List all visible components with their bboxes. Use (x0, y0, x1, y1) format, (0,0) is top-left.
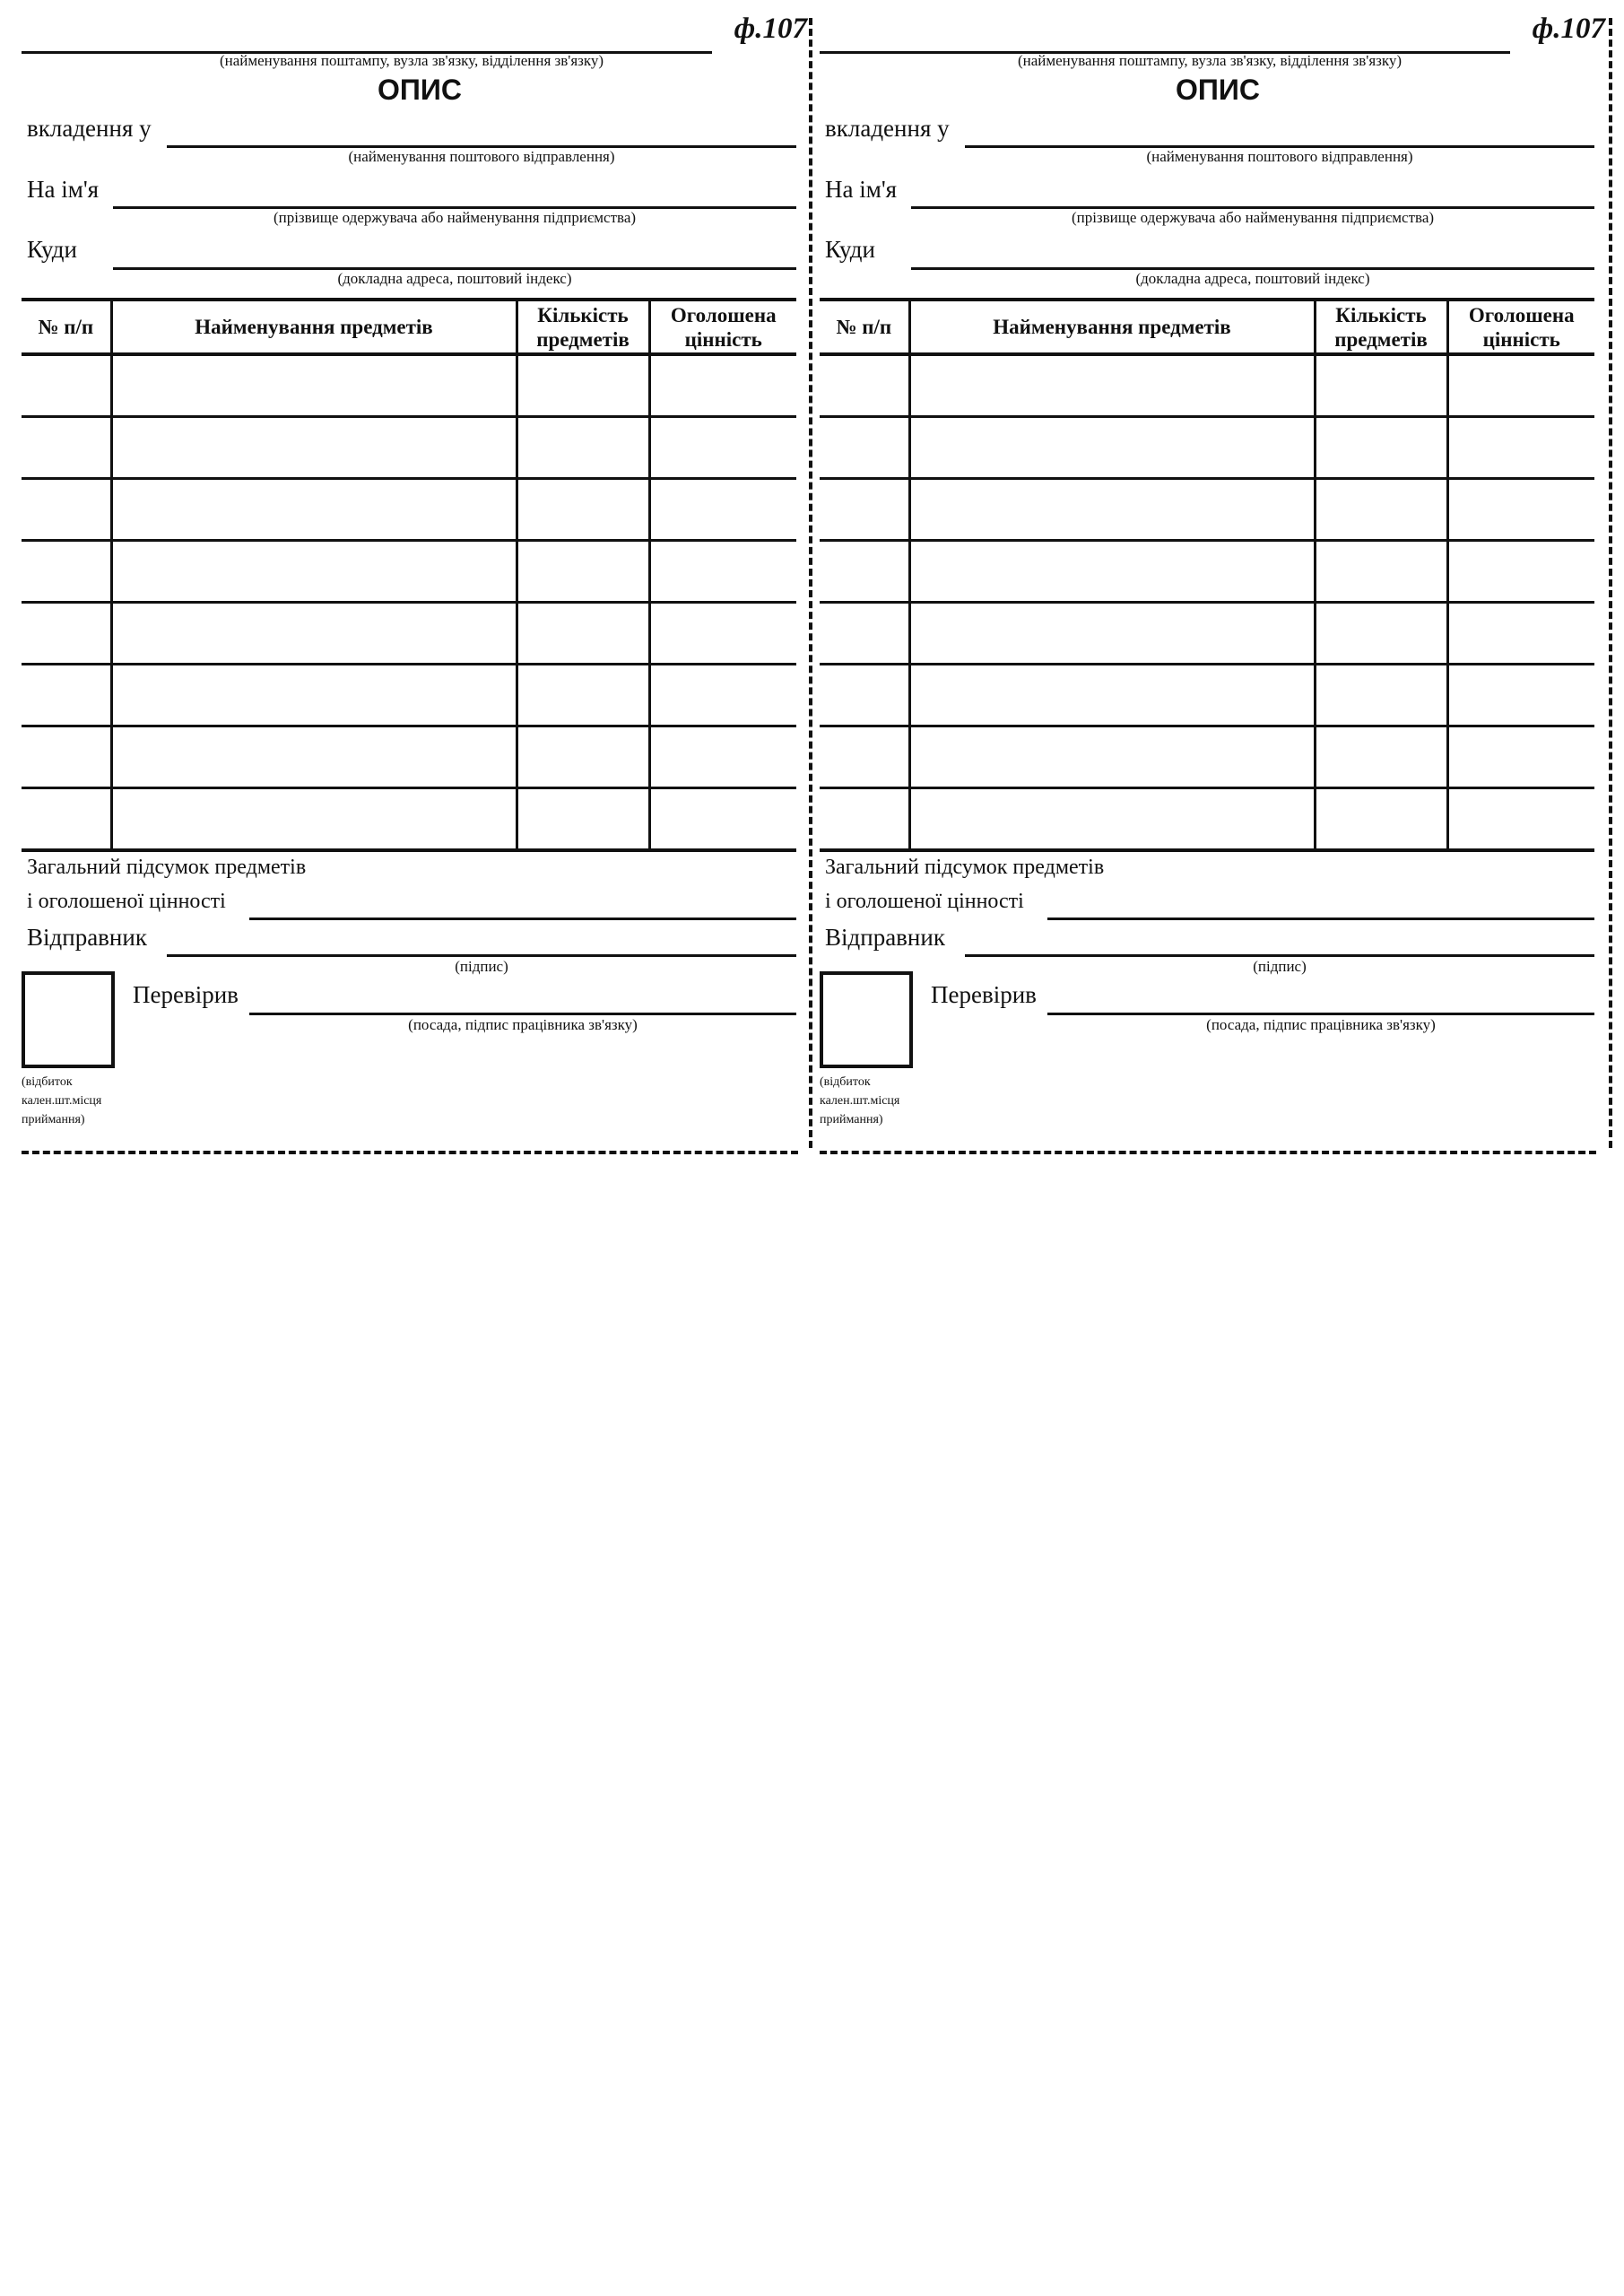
cell-quantity[interactable] (1315, 726, 1447, 788)
cell-quantity[interactable] (517, 479, 649, 541)
table-row (22, 417, 796, 479)
stamp-caption (22, 1073, 101, 1129)
cell-number[interactable] (820, 417, 909, 479)
cell-quantity[interactable] (517, 354, 649, 417)
stamp-caption-line1: (відбиток (820, 1075, 871, 1089)
col-header-declared-value: Оголошена цінність (1447, 300, 1594, 354)
checked-label: Перевірив (931, 981, 1037, 1008)
cell-quantity[interactable] (1315, 665, 1447, 726)
table-row (820, 354, 1594, 417)
cell-declared-value[interactable] (649, 417, 796, 479)
recipient-label: На ім'я (27, 176, 100, 203)
cell-item-name[interactable] (909, 788, 1315, 851)
col-header-item-name: Найменування предметів (111, 300, 517, 354)
recipient-label: На ім'я (825, 176, 898, 203)
table-row (820, 541, 1594, 603)
form-code: ф.107 (734, 13, 807, 45)
table-row (22, 479, 796, 541)
cell-number[interactable] (22, 479, 111, 541)
enclosure-label: вкладення у (27, 115, 152, 142)
total-field[interactable] (249, 918, 796, 920)
total-field[interactable] (1047, 918, 1594, 920)
sender-label: Відправник (27, 924, 147, 951)
cell-declared-value[interactable] (649, 354, 796, 417)
cell-declared-value[interactable] (1447, 603, 1594, 665)
cell-quantity[interactable] (1315, 354, 1447, 417)
cell-quantity[interactable] (517, 417, 649, 479)
cell-declared-value[interactable] (649, 603, 796, 665)
cut-line-right (1609, 18, 1612, 1148)
total-label-line2: і оголошеної цінності (27, 890, 226, 913)
postoffice-caption: (найменування поштампу, вузла зв'язку, відділення зв'язку) (1017, 52, 1403, 69)
checked-signature-field[interactable] (1047, 1013, 1594, 1015)
cell-declared-value[interactable] (649, 541, 796, 603)
cut-line-bottom-right (820, 1151, 1596, 1154)
checked-caption: (посада, підпис працівника зв'язку) (1206, 1016, 1436, 1033)
cell-number[interactable] (820, 479, 909, 541)
stamp-caption-line2: кален.шт.місця (820, 1094, 900, 1108)
col-header-quantity: Кількість предметів (517, 300, 649, 354)
postal-inventory-form-left (22, 0, 818, 1157)
enclosure-caption: (найменування поштового відправлення) (1146, 148, 1413, 165)
cut-line-bottom-left (22, 1151, 798, 1154)
cell-number[interactable] (22, 354, 111, 417)
cell-number[interactable] (820, 603, 909, 665)
cell-declared-value[interactable] (1447, 788, 1594, 851)
cell-declared-value[interactable] (649, 726, 796, 788)
cell-quantity[interactable] (517, 726, 649, 788)
cell-number[interactable] (820, 726, 909, 788)
cell-item-name[interactable] (111, 603, 517, 665)
sender-label: Відправник (825, 924, 945, 951)
cell-declared-value[interactable] (649, 479, 796, 541)
table-row (820, 726, 1594, 788)
cell-quantity[interactable] (1315, 541, 1447, 603)
items-table (820, 298, 1594, 852)
cell-quantity[interactable] (517, 541, 649, 603)
cell-number[interactable] (820, 665, 909, 726)
cell-quantity[interactable] (517, 665, 649, 726)
destination-label: Куди (825, 236, 875, 263)
items-table-header (820, 300, 1594, 354)
destination-caption: (докладна адреса, поштовий індекс) (1135, 270, 1370, 287)
cell-quantity[interactable] (1315, 479, 1447, 541)
cell-quantity[interactable] (1315, 788, 1447, 851)
cell-item-name[interactable] (909, 417, 1315, 479)
stamp-caption-line1: (відбиток (22, 1075, 73, 1089)
cell-declared-value[interactable] (1447, 726, 1594, 788)
total-label-line1: Загальний підсумок предметів (825, 856, 1105, 879)
table-row (22, 354, 796, 417)
cell-declared-value[interactable] (1447, 354, 1594, 417)
cell-item-name[interactable] (111, 354, 517, 417)
signature-caption: (підпис) (455, 958, 508, 975)
cut-line-middle (809, 18, 812, 1148)
form-title: ОПИС (1176, 74, 1260, 106)
table-row (22, 603, 796, 665)
sender-signature-field[interactable] (965, 954, 1594, 957)
cell-item-name[interactable] (909, 726, 1315, 788)
cell-number[interactable] (22, 417, 111, 479)
signature-caption: (підпис) (1253, 958, 1307, 975)
cell-quantity[interactable] (1315, 417, 1447, 479)
table-row (820, 479, 1594, 541)
checked-caption: (посада, підпис працівника зв'язку) (408, 1016, 638, 1033)
form-title: ОПИС (378, 74, 462, 106)
cell-item-name[interactable] (909, 603, 1315, 665)
cell-item-name[interactable] (111, 417, 517, 479)
enclosure-label: вкладення у (825, 115, 950, 142)
cell-declared-value[interactable] (1447, 417, 1594, 479)
cell-number[interactable] (820, 788, 909, 851)
cell-item-name[interactable] (909, 479, 1315, 541)
cell-number[interactable] (820, 541, 909, 603)
table-row (820, 665, 1594, 726)
total-label-line1: Загальний підсумок предметів (27, 856, 307, 879)
recipient-caption: (прізвище одержувача або найменування підприємства) (273, 209, 637, 226)
stamp-caption-line3: приймання) (22, 1113, 85, 1126)
cell-quantity[interactable] (517, 603, 649, 665)
destination-label: Куди (27, 236, 77, 263)
table-row (22, 541, 796, 603)
table-row (22, 665, 796, 726)
destination-caption: (докладна адреса, поштовий індекс) (337, 270, 572, 287)
col-header-number: № п/п (22, 300, 111, 354)
cell-item-name[interactable] (111, 788, 517, 851)
cell-number[interactable] (22, 788, 111, 851)
items-table-header (22, 300, 796, 354)
form-code: ф.107 (1532, 13, 1605, 45)
items-table (22, 298, 796, 852)
cell-item-name[interactable] (909, 541, 1315, 603)
postoffice-caption: (найменування поштампу, вузла зв'язку, відділення зв'язку) (219, 52, 604, 69)
cell-item-name[interactable] (111, 665, 517, 726)
cell-quantity[interactable] (1315, 603, 1447, 665)
checked-label: Перевірив (133, 981, 239, 1008)
stamp-caption-line2: кален.шт.місця (22, 1094, 102, 1108)
cell-declared-value[interactable] (649, 665, 796, 726)
cell-item-name[interactable] (111, 726, 517, 788)
enclosure-caption: (найменування поштового відправлення) (348, 148, 615, 165)
cell-item-name[interactable] (909, 354, 1315, 417)
cell-number[interactable] (22, 726, 111, 788)
table-row (820, 417, 1594, 479)
cell-item-name[interactable] (111, 541, 517, 603)
stamp-box (820, 971, 913, 1068)
cell-item-name[interactable] (909, 665, 1315, 726)
cell-number[interactable] (820, 354, 909, 417)
cell-number[interactable] (22, 665, 111, 726)
cell-declared-value[interactable] (1447, 541, 1594, 603)
cell-quantity[interactable] (517, 788, 649, 851)
checked-signature-field[interactable] (249, 1013, 796, 1015)
sender-signature-field[interactable] (167, 954, 796, 957)
stamp-box (22, 971, 115, 1068)
cell-number[interactable] (22, 603, 111, 665)
table-row (820, 603, 1594, 665)
stamp-caption-line3: приймання) (820, 1113, 883, 1126)
col-header-declared-value: Оголошена цінність (649, 300, 796, 354)
cell-declared-value[interactable] (1447, 665, 1594, 726)
cell-declared-value[interactable] (649, 788, 796, 851)
cell-declared-value[interactable] (1447, 479, 1594, 541)
cell-item-name[interactable] (111, 479, 517, 541)
total-label-line2: і оголошеної цінності (825, 890, 1024, 913)
table-row (22, 788, 796, 851)
cell-number[interactable] (22, 541, 111, 603)
recipient-caption: (прізвище одержувача або найменування підприємства) (1071, 209, 1435, 226)
table-row (22, 726, 796, 788)
postal-inventory-form-right (820, 0, 1616, 1157)
col-header-item-name: Найменування предметів (909, 300, 1315, 354)
col-header-number: № п/п (820, 300, 909, 354)
stamp-caption (820, 1073, 899, 1129)
table-row (820, 788, 1594, 851)
col-header-quantity: Кількість предметів (1315, 300, 1447, 354)
